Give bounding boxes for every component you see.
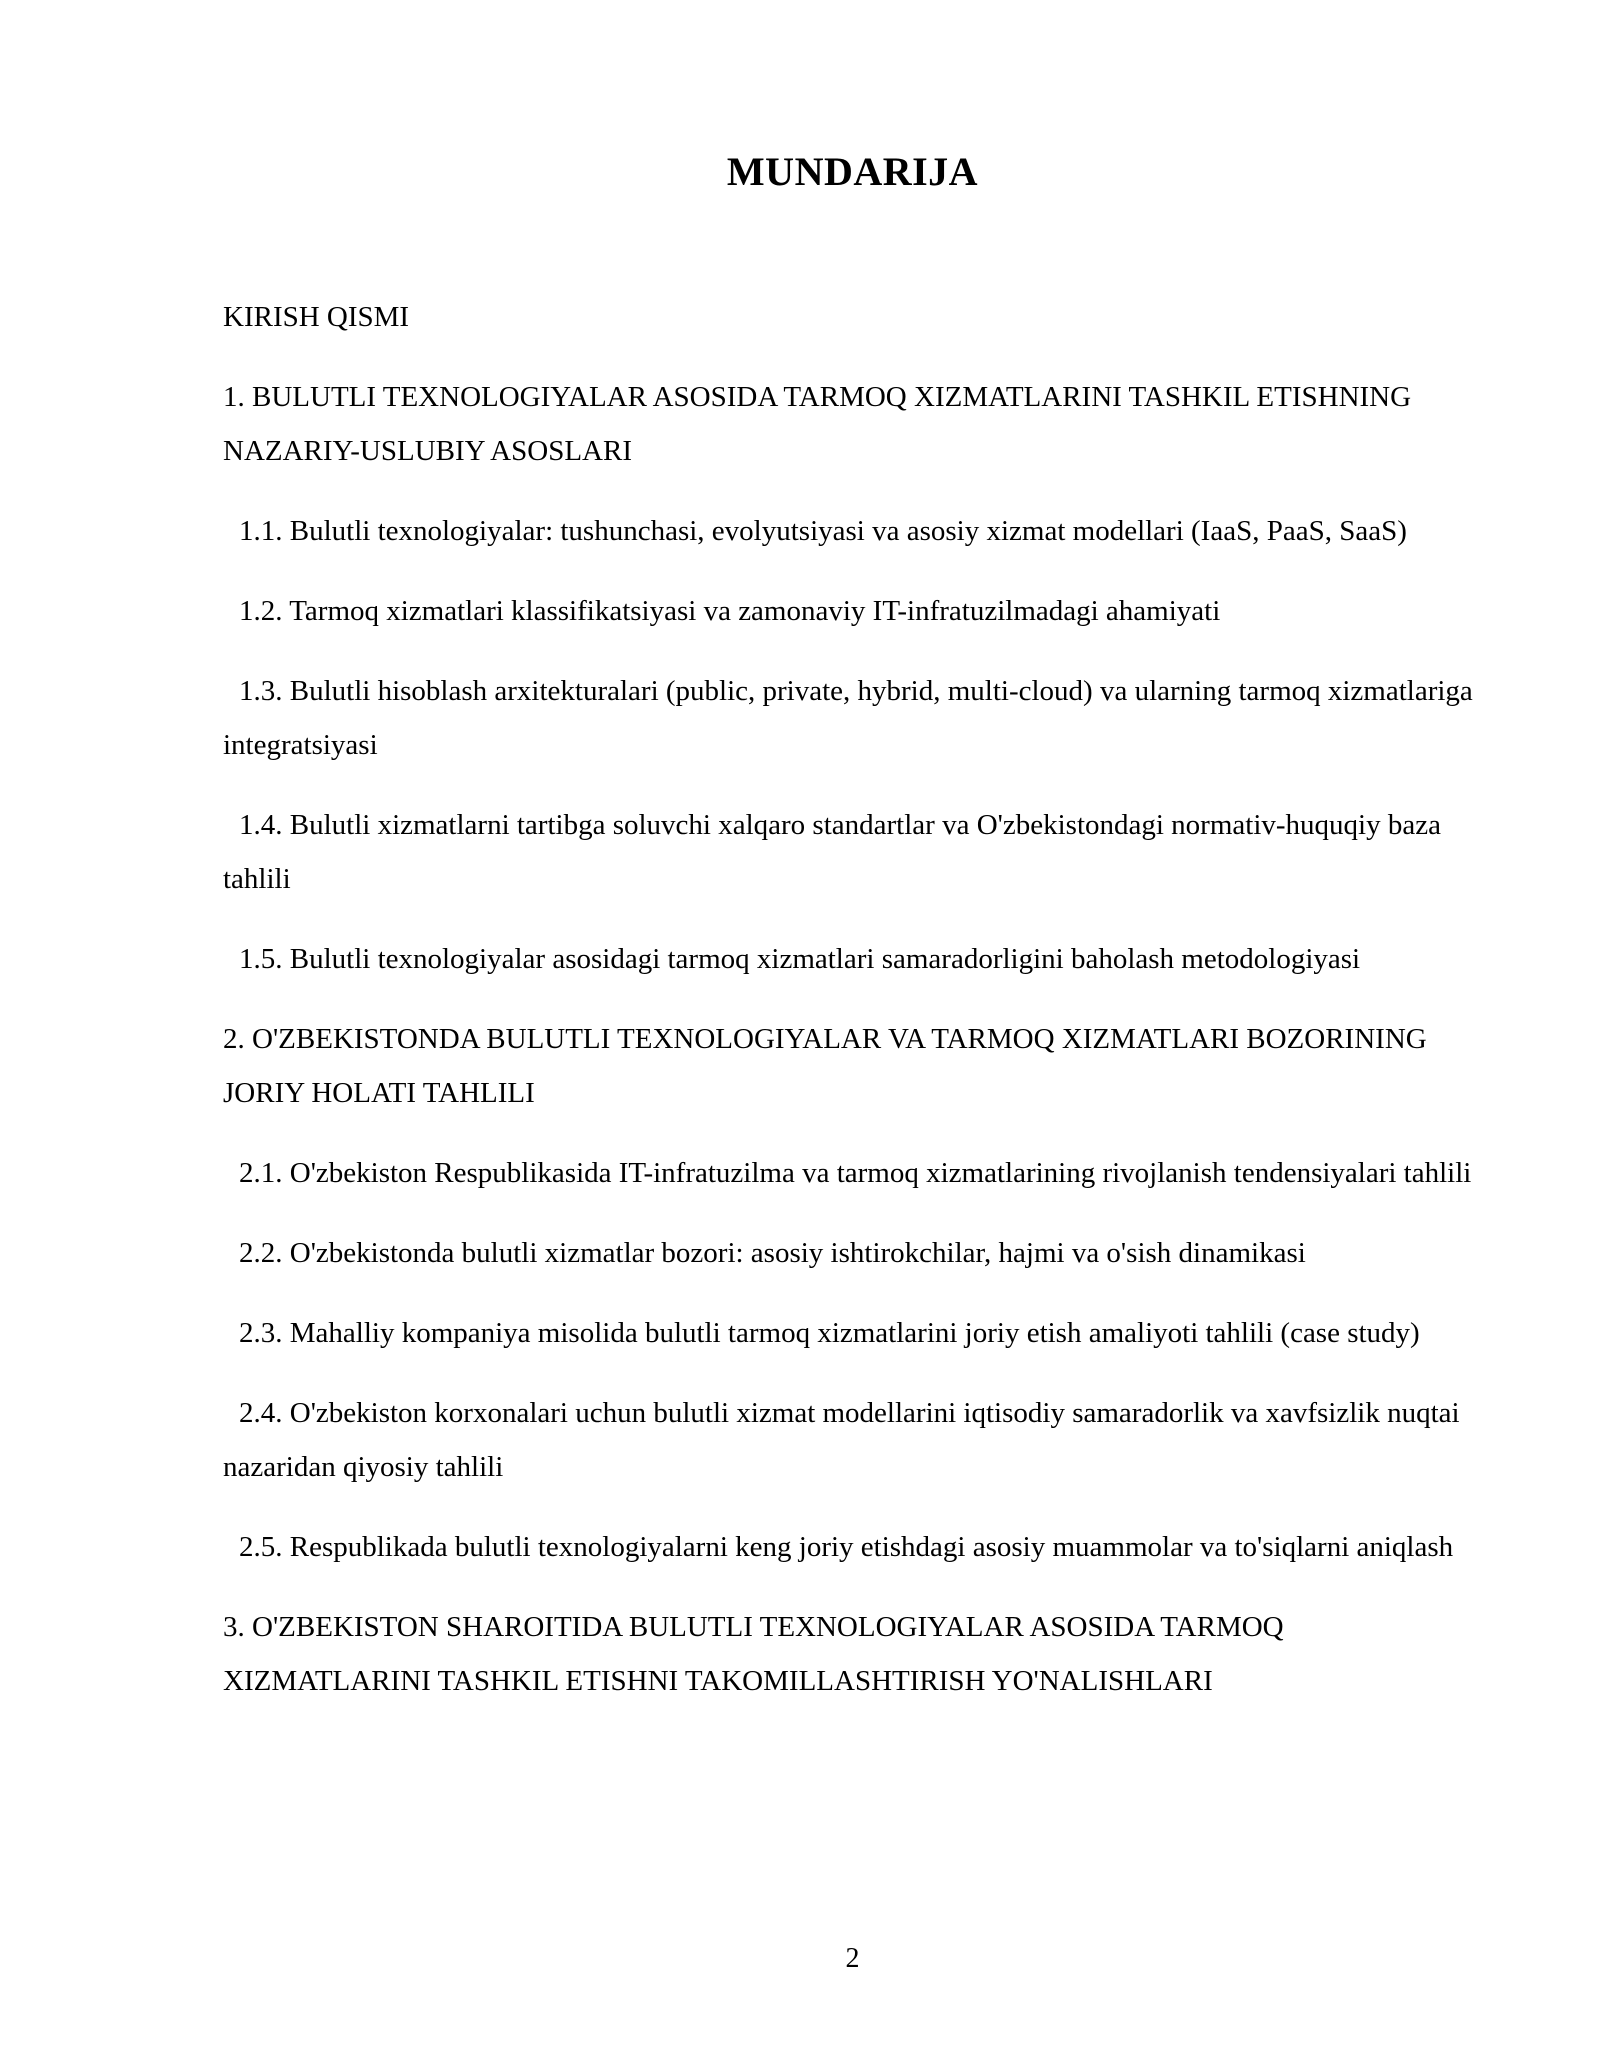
page-title: MUNDARIJA (726, 149, 979, 194)
toc-entry-chapter-1: 1. BULUTLI TEXNOLOGIYALAR ASOSIDA TARMOQ XIZMATLARINI TASHKIL ETISHNING NAZARIY-USLUBIY ASOSLARI (223, 381, 1412, 467)
toc-entry-chapter-2: 2. O'ZBEKISTONDA BULUTLI TEXNOLOGIYALAR VA TARMOQ XIZMATLARI BOZORINING JORIY HOLATI TAHLILI (223, 1023, 1427, 1109)
page-number: 2 (845, 1943, 860, 1974)
toc-entry-section-1-5: 1.5. Bulutli texnologiyalar asosidagi tarmoq xizmatlari samaradorligini baholash metodologiyasi (239, 943, 1361, 975)
toc-entry-intro: KIRISH QISMI (223, 301, 410, 333)
toc-entry-section-2-2: 2.2. O'zbekistonda bulutli xizmatlar bozori: asosiy ishtirokchilar, hajmi va o'sish dinamikasi (239, 1237, 1306, 1269)
toc-entry-section-1-4: 1.4. Bulutli xizmatlarni tartibga soluvchi xalqaro standartlar va O'zbekistondagi normativ-huquqiy baza tahlili (223, 809, 1441, 895)
toc-entry-section-2-5: 2.5. Respublikada bulutli texnologiyalarni keng joriy etishdagi asosiy muammolar va to'siqlarni aniqlash (239, 1531, 1454, 1563)
toc-entry-section-1-2: 1.2. Tarmoq xizmatlari klassifikatsiyasi va zamonaviy IT-infratuzilmadagi ahamiyati (239, 595, 1221, 627)
toc-entry-chapter-3: 3. O'ZBEKISTON SHAROITIDA BULUTLI TEXNOLOGIYALAR ASOSIDA TARMOQ XIZMATLARINI TASHKIL ETISHNI TAKOMILLASHTIRISH YO'NALISHLARI (223, 1611, 1284, 1697)
table-of-contents (223, 290, 1485, 1734)
toc-entry-section-1-3: 1.3. Bulutli hisoblash arxitekturalari (public, private, hybrid, multi-cloud) va ularning tarmoq xizmatlariga integratsiyasi (223, 675, 1473, 761)
toc-entry-section-2-3: 2.3. Mahalliy kompaniya misolida bulutli tarmoq xizmatlarini joriy etish amaliyoti tahlili (case study) (239, 1317, 1420, 1349)
toc-entry-section-2-1: 2.1. O'zbekiston Respublikasida IT-infratuzilma va tarmoq xizmatlarining rivojlanish tendensiyalari tahlili (239, 1157, 1472, 1189)
toc-entry-section-1-1: 1.1. Bulutli texnologiyalar: tushunchasi, evolyutsiyasi va asosiy xizmat modellari (IaaS, PaaS, SaaS) (239, 515, 1407, 547)
toc-entry-section-2-4: 2.4. O'zbekiston korxonalari uchun bulutli xizmat modellarini iqtisodiy samaradorlik va xavfsizlik nuqtai nazaridan qiyosiy tahlili (223, 1397, 1460, 1483)
